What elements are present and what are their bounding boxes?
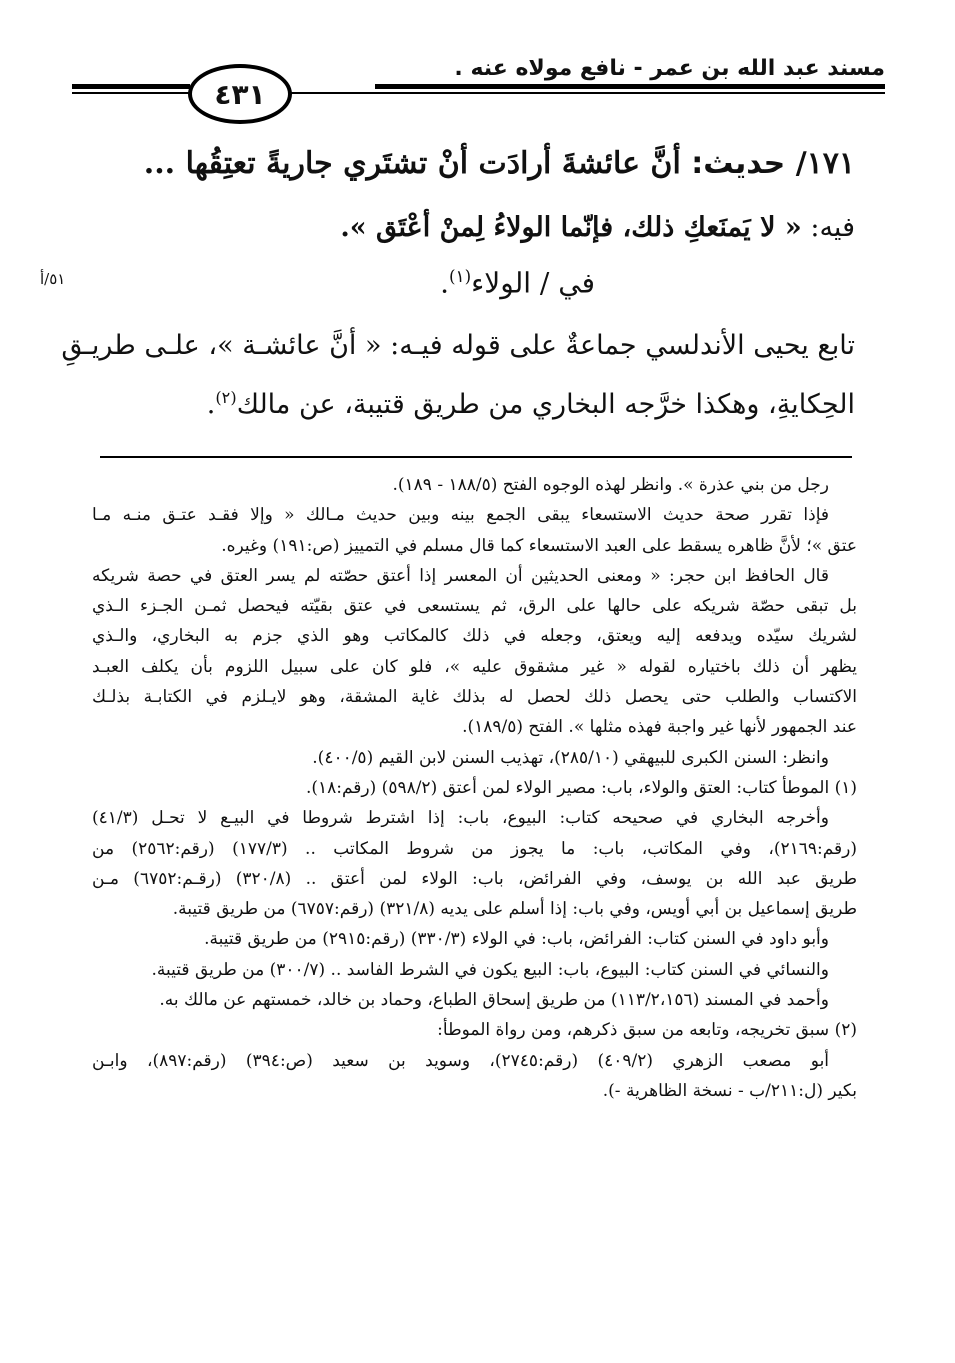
footnote-line: وأحمد في المسند (١١٣/٢،١٥٦) من طريق إسحاق الطباع، وحماد بن خالد، خمستهم عن مالك به. bbox=[159, 990, 829, 1011]
footnote-line: عند الجمهور لأنها غير واجبة فهذه مثلها ». الفتح (١٨٩/٥). bbox=[462, 717, 857, 738]
footnote-line: وانظر: السنن الكبرى للبيهقي (٢٨٥/١٠)، تهذيب السنن لابن القيم (٤٠٠/٥). bbox=[312, 747, 829, 768]
footnote-ref-2: (٢) bbox=[215, 388, 237, 407]
footnote-line: قال الحافظ ابن حجر: « ومعنى الحديثين أن المعسر إذا أعتق حصّته لم يسر العتق في حصة شريكه bbox=[92, 565, 829, 586]
hadith-line-3 bbox=[440, 266, 595, 299]
footnote-line: فإذا تقرر صحة حديث الاستسعاء يبقى الجمع بينه وبين حديث مـالك « وإلا فقـد عتـق منـه مـا bbox=[92, 505, 829, 526]
footnote-line: الاكتساب والطلب حتى يحصل ذلك لحصل له بذلك غاية المشقة، وهو لايـلزم في الكتابـة بذلـك bbox=[92, 687, 857, 708]
line3-text: في / الولاء bbox=[471, 266, 595, 300]
line5-end: . bbox=[206, 389, 216, 420]
line2-prefix: فيه: bbox=[810, 212, 855, 243]
footnote-line: وأخرجه البخاري في صحيحه كتاب: البيوع، باب: إذا اشترط شروطا في البيـع لا تحـل (٤١/٣) bbox=[92, 808, 829, 829]
hadith-heading bbox=[100, 146, 855, 181]
margin-folio-note: ٥١/أ bbox=[40, 270, 66, 288]
footnote-line: والنسائي في السنن كتاب: البيوع، باب: البيع يكون في الشرط الفاسد .. (٣٠٠/٧) من طريق قتيبة. bbox=[151, 959, 829, 980]
hadith-line-4: تابع يحيى الأندلسي جماعةٌ على قوله فيـه: « أنَّ عائشـة »، علـى طريـقِ bbox=[61, 330, 855, 361]
footnote-line: (رقم:٢١٦٩)، وفي المكاتب، باب: ما يجوز من شروط المكاتب .. (١٧٧/٣) (رقم:٢٥٦٢) من bbox=[92, 838, 857, 859]
line2-quote: « لا يَمنَعكِ ذلك، فإنّما الولاءُ لِمنْ أعْتَق ». bbox=[340, 212, 802, 243]
footnote-line: بل تبقى حصّة شريكه على حالها على الرق، ثم يستسعى في عتق بقيّته فيحصل ثمـن الجـزء الـذي bbox=[92, 596, 857, 617]
footnote-line: (١) الموطأ كتاب: العتق والولاء، باب: مصير الولاء لمن أعتق (٥٩٨/٢) (رقم:١٨). bbox=[305, 777, 857, 798]
hadith-line-5 bbox=[100, 388, 855, 420]
footnote-line: (٢) سبق تخريجه، وتابعه من سبق ذكرهم، ومن رواة الموطأ: bbox=[437, 1020, 857, 1041]
line5-text: الحِكايةِ، وهكذا خرَّجه البخاري من طريق قتيبة، عن مالك bbox=[236, 389, 855, 420]
footnote-line: بكير (ل:٢١١/ب - نسخة الظاهرية -). bbox=[602, 1080, 857, 1101]
hadith-text: أنَّ عائشةَ أرادَت أنْ تشتَري جاريةً تعتِقُها ... bbox=[143, 146, 681, 181]
footnote-separator bbox=[100, 456, 852, 458]
footnote-line: طريق عبد الله بن يوسف، وفي الفرائض، باب: الولاء لمن أعتق .. (٣٢٠/٨) (رقـم:٦٧٥٢) مـن bbox=[92, 868, 857, 889]
footnote-line: أبو مصعب الزهري (٤٠٩/٢) (رقم:٢٧٤٥)، وسويد بن سعيد (ص:٣٩٤) (رقم:٨٩٧)، وابـن bbox=[92, 1050, 830, 1071]
footnote-ref-1: (١) bbox=[448, 266, 472, 286]
line3-end: . bbox=[440, 266, 449, 300]
page-number: ٤٣١ bbox=[188, 64, 292, 124]
hadith-keyword: حديث: bbox=[691, 146, 786, 181]
footnote-line: عتق »؛ لأنَّ ظاهره يسقط على العبد الاستسعاء كما قال مسلم في التمييز (ص:١٩١) وغيره. bbox=[221, 535, 857, 556]
hadith-line-2 bbox=[100, 212, 855, 243]
footnote-line: وأبو داود في السنن كتاب: الفرائض، باب: في الولاء (٣٣٠/٣) (رقم:٢٩١٥) من طريق قتيبة. bbox=[204, 929, 829, 950]
footnote-line: طريق إسماعيل بن أبي أويس، وفي باب: إذا أسلم على يديه (٣٢١/٨) (رقم:٦٧٥٧) من طريق قتيبة. bbox=[172, 899, 857, 920]
footnotes-block bbox=[92, 470, 857, 1106]
footnote-line: رجل من بني عذرة ». وانظر لهذه الوجوه الفتح (١٨٨/٥ - ١٨٩). bbox=[392, 475, 829, 495]
header-rule-thick-left bbox=[72, 84, 190, 89]
footnote-line: لشريك سيّده ويدفعه إليه ويعتق، وجعله في ذلك كالمكاتب وهو الذي جزم به البخاري، والـذي bbox=[92, 626, 857, 647]
header-rule-thick bbox=[375, 84, 885, 89]
hadith-number: ١٧١/ bbox=[795, 146, 855, 181]
running-title: مسند عبد الله بن عمر - نافع مولاه عنه . bbox=[454, 56, 885, 81]
footnote-line: يظهر أن ذلك باختياره لقوله « غير مشقوق عليه »، فلو كان على سبيل اللزوم بأن يكلف العبـد bbox=[92, 656, 857, 677]
